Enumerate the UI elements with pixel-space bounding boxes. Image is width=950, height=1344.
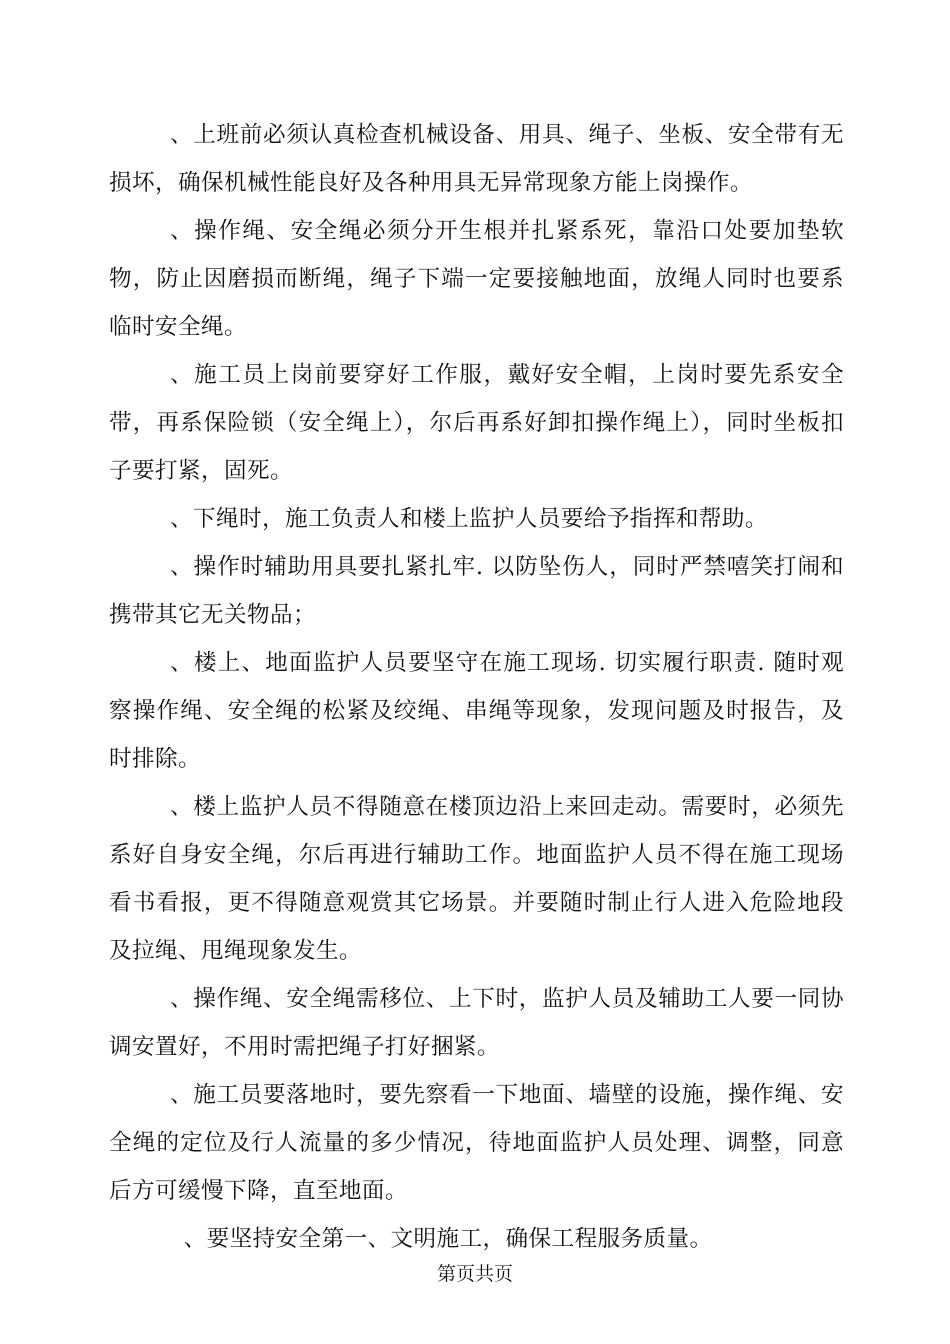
paragraph-7: 、楼上监护人员不得随意在楼顶边沿上来回走动。需要时，必须先系好自身安全绳，尔后再进行辅助工作。地面监护人员不得在施工现场看书看报，更不得随意观赏其它场景。并要随时制止行人进入危险地段及拉绳、甩绳现象发生。 [109, 794, 844, 964]
paragraph-3: 、施工员上岗前要穿好工作服，戴好安全帽，上岗时要先系安全带，再系保险锁（安全绳上），尔后再系好卸扣操作绳上），同时坐板扣子要打紧，固死。 [109, 362, 844, 484]
paragraph-9: 、施工员要落地时，要先察看一下地面、墙壁的设施，操作绳、安全绳的定位及行人流量的多少情况，待地面监护人员处理、调整，同意后方可缓慢下降，直至地面。 [109, 1082, 844, 1204]
paragraph-10: 、要坚持安全第一、文明施工，确保工程服务质量。 [183, 1226, 713, 1252]
paragraph-4: 、下绳时，施工负责人和楼上监护人员要给予指挥和帮助。 [170, 506, 768, 532]
document-body [109, 111, 844, 1263]
page-footer: 第页共页 [436, 1263, 513, 1285]
paragraph-5: 、操作时辅助用具要扎紧扎牢. 以防坠伤人，同时严禁嘻笑打闹和携带其它无关物品； [109, 554, 844, 628]
paragraph-6: 、楼上、地面监护人员要坚守在施工现场. 切实履行职责. 随时观察操作绳、安全绳的松紧及绞绳、串绳等现象，发现问题及时报告，及时排除。 [109, 650, 844, 772]
paragraph-2: 、操作绳、安全绳必须分开生根并扎紧系死，靠沿口处要加垫软物，防止因磨损而断绳，绳子下端一定要接触地面，放绳人同时也要系临时安全绳。 [109, 218, 844, 340]
paragraph-8: 、操作绳、安全绳需移位、上下时，监护人员及辅助工人要一同协调安置好，不用时需把绳子打好捆紧。 [109, 986, 844, 1060]
paragraph-1: 、上班前必须认真检查机械设备、用具、绳子、坐板、安全带有无损坏，确保机械性能良好及各种用具无异常现象方能上岗操作。 [109, 122, 844, 196]
